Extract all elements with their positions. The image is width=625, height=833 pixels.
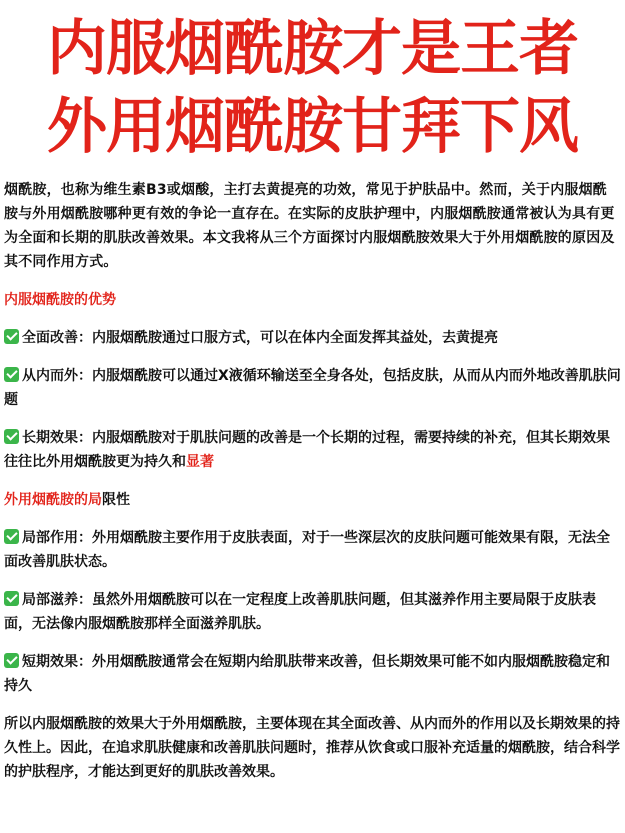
list-item-text: 长期效果：内服烟酰胺对于肌肤问题的改善是一个长期的过程，需要持续的补充，但其长期效果往往比外用烟酰胺更为持久和 xyxy=(4,430,610,470)
closing-paragraph: 所以内服烟酰胺的效果大于外用烟酰胺，主要体现在其全面改善、从内而外的作用以及长期效果的持久性上。因此，在追求肌肤健康和改善肌肤问题时，推荐从饮食或口服补充适量的烟酰胺，结合科学的护肤程序，才能达到更好的肌肤改善效果。 xyxy=(4,716,620,780)
list-item-text: 局部作用：外用烟酰胺主要作用于皮肤表面，对于一些深层次的皮肤问题可能效果有限，无法全面改善肌肤状态。 xyxy=(4,530,610,570)
list-item-text: 从内而外：内服烟酰胺可以通过X液循环输送至全身各处，包括皮肤，从而从内而外地改善肌肤问题 xyxy=(4,368,621,408)
section-heading-red-part: 外用烟酰胺的局 xyxy=(4,492,102,508)
list-item-text: 局部滋养：虽然外用烟酰胺可以在一定程度上改善肌肤问题，但其滋养作用主要局限于皮肤表面，无法像内服烟酰胺那样全面滋养肌肤。 xyxy=(4,592,596,632)
list-item-text: 短期效果：外用烟酰胺通常会在短期内给肌肤带来改善，但长期效果可能不如内服烟酰胺稳定和持久 xyxy=(4,654,610,694)
section-heading-oral-advantages: 内服烟酰胺的优势 xyxy=(4,292,116,308)
list-item xyxy=(4,426,621,474)
section-heading-plain-part: 限性 xyxy=(102,492,130,508)
title-line-2: 外用烟酰胺甘拜下风 xyxy=(47,92,578,162)
list-item xyxy=(4,326,621,350)
check-icon xyxy=(4,529,19,544)
check-icon xyxy=(4,429,19,444)
highlight-text: 显著 xyxy=(186,454,214,470)
list-item xyxy=(4,650,621,698)
check-icon xyxy=(4,367,19,382)
list-item xyxy=(4,526,621,574)
list-item xyxy=(4,588,621,636)
list-item xyxy=(4,364,621,412)
check-icon xyxy=(4,591,19,606)
intro-paragraph: 烟酰胺，也称为维生素B3或烟酸，主打去黄提亮的功效，常见于护肤品中。然而，关于内服烟酰胺与外用烟酰胺哪种更有效的争论一直存在。在实际的皮肤护理中，内服烟酰胺通常被认为具有更为全面和长期的肌肤改善效果。本文我将从三个方面探讨内服烟酰胺效果大于外用烟酰胺的原因及其不同作用方式。 xyxy=(4,182,615,270)
check-icon xyxy=(4,653,19,668)
title-line-1: 内服烟酰胺才是王者 xyxy=(47,14,578,84)
check-icon xyxy=(4,329,19,344)
section-heading-topical-limits xyxy=(4,488,621,512)
list-item-text: 全面改善：内服烟酰胺通过口服方式，可以在体内全面发挥其益处，去黄提亮 xyxy=(22,330,498,346)
